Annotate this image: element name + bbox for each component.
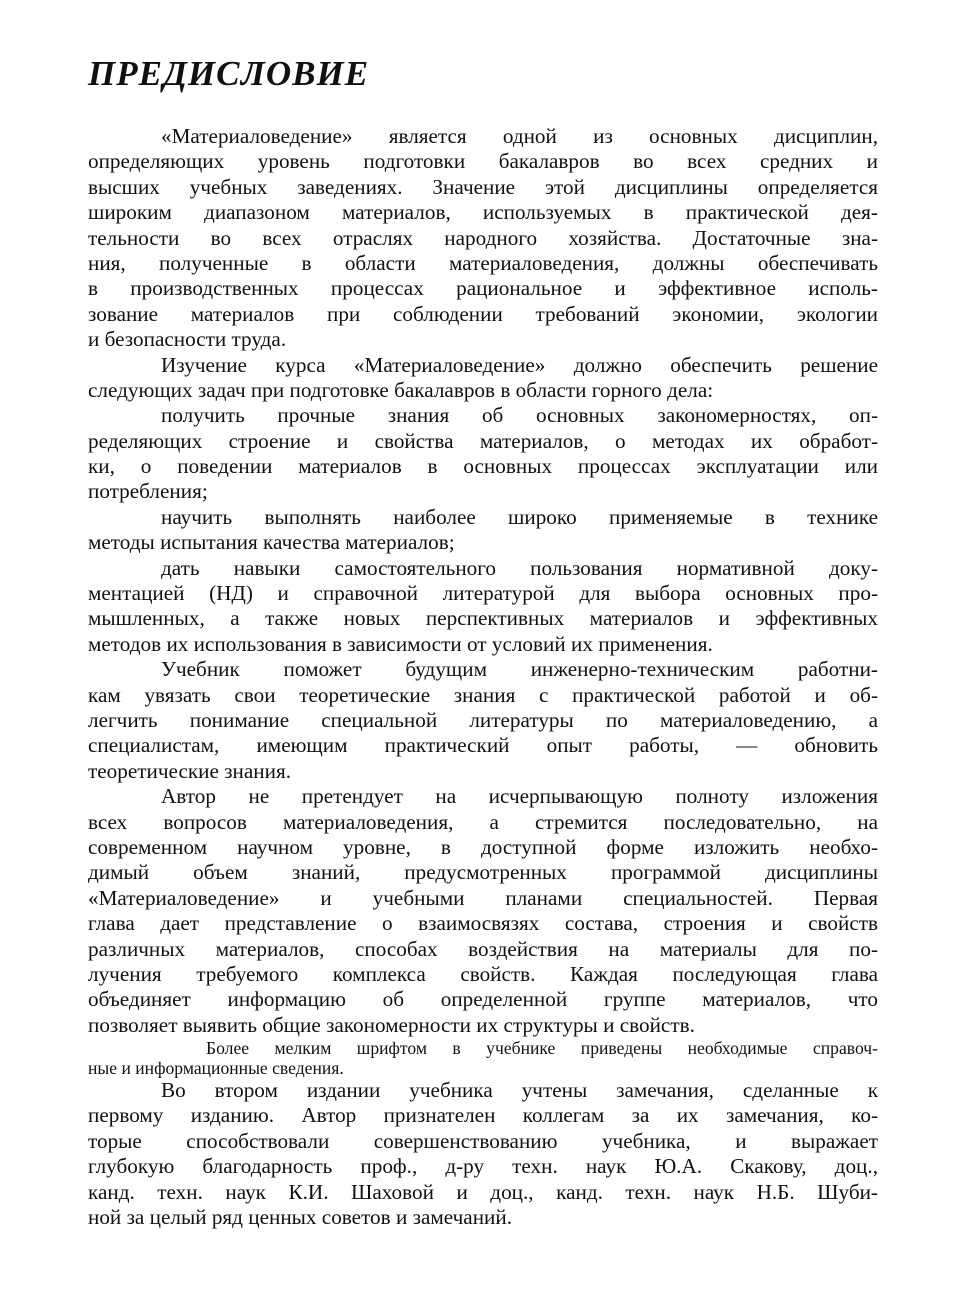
paragraph-textbook-help bbox=[88, 657, 878, 784]
text-line: ментацией (НД) и справочной литературой для выбора основных про- bbox=[88, 581, 878, 606]
text-line: ные и информационные сведения. bbox=[88, 1058, 344, 1079]
paragraph-task-1 bbox=[88, 403, 878, 505]
text-line: тельности во всех отраслях народного хозяйства. Достаточные зна- bbox=[88, 225, 878, 250]
paragraph-tasks-intro bbox=[88, 353, 878, 404]
text-line: кам увязать свои теоретические знания с практической работой и об- bbox=[88, 682, 878, 707]
text-line: высших учебных заведениях. Значение этой дисциплины определяется bbox=[88, 174, 878, 199]
text-line: современном научном уровне, в доступной форме изложить необхо- bbox=[88, 834, 878, 859]
text-line: позволяет выявить общие закономерности их структуры и свойств. bbox=[88, 1012, 695, 1037]
text-line: дать навыки самостоятельного пользования нормативной доку- bbox=[161, 555, 878, 580]
paragraph-acknowledgement bbox=[88, 1078, 878, 1230]
text-line: глубокую благодарность проф., д-ру техн. наук Ю.А. Скакову, доц., bbox=[88, 1154, 878, 1179]
text-line: научить выполнять наиболее широко применяемые в технике bbox=[161, 504, 878, 529]
text-line: и безопасности труда. bbox=[88, 327, 287, 352]
paragraph-task-2 bbox=[88, 505, 878, 556]
text-line: определяющих уровень подготовки бакалавров во всех средних и bbox=[88, 149, 878, 174]
text-line: объединяет информацию об определенной группе материалов, что bbox=[88, 987, 878, 1012]
text-line: Автор не претендует на исчерпывающую полноту изложения bbox=[161, 784, 878, 809]
text-line: методы испытания качества материалов; bbox=[88, 530, 455, 555]
text-line: следующих задач при подготовке бакалавров в области горного дела: bbox=[88, 377, 714, 402]
text-line: специалистам, имеющим практический опыт работы, — обновить bbox=[88, 733, 878, 758]
text-line: мышленных, а также новых перспективных материалов и эффективных bbox=[88, 606, 878, 631]
text-line: канд. техн. наук К.И. Шаховой и доц., канд. техн. наук Н.Б. Шуби- bbox=[88, 1179, 878, 1204]
text-line: теоретические знания. bbox=[88, 758, 292, 783]
text-line: методов их использования в зависимости от условий их применения. bbox=[88, 631, 713, 656]
text-line: получить прочные знания об основных закономерностях, оп- bbox=[161, 403, 878, 428]
text-line: Учебник поможет будущим инженерно-техническим работни- bbox=[161, 657, 878, 682]
text-line: легчить понимание специальной литературы по материаловедению, а bbox=[88, 707, 878, 732]
text-line: ния, полученные в области материаловедения, должны обеспечивать bbox=[88, 250, 878, 275]
paragraph-author-aims bbox=[88, 784, 878, 1038]
text-line: в производственных процессах рациональное и эффективное исполь- bbox=[88, 276, 878, 301]
text-line: лучения требуемого комплекса свойств. Каждая последующая глава bbox=[88, 961, 878, 986]
text-line: димый объем знаний, предусмотренных программой дисциплины bbox=[88, 860, 878, 885]
text-line: Более мелким шрифтом в учебнике приведены необходимые справоч- bbox=[206, 1038, 878, 1059]
text-line: зование материалов при соблюдении требований экономии, экологии bbox=[88, 301, 878, 326]
text-line: ределяющих строение и свойства материалов, о методах их обработ- bbox=[88, 428, 878, 453]
text-line: ной за целый ряд ценных советов и замечаний. bbox=[88, 1205, 513, 1230]
paragraph-task-3 bbox=[88, 556, 878, 658]
text-line: торые способствовали совершенствованию учебника, и выражает bbox=[88, 1128, 878, 1153]
text-line: всех вопросов материаловедения, а стремится последовательно, на bbox=[88, 809, 878, 834]
text-line: первому изданию. Автор признателен коллегам за их замечания, ко- bbox=[88, 1103, 878, 1128]
text-line: «Материаловедение» и учебными планами специальностей. Первая bbox=[88, 885, 878, 910]
page-title: ПРЕДИСЛОВИЕ bbox=[88, 54, 370, 93]
text-line: ки, о поведении материалов в основных процессах эксплуатации или bbox=[88, 454, 878, 479]
text-line: потребления; bbox=[88, 479, 208, 504]
text-line: Во втором издании учебника учтены замечания, сделанные к bbox=[161, 1078, 878, 1103]
text-line: различных материалов, способах воздействия на материалы для по- bbox=[88, 936, 878, 961]
document-page bbox=[88, 52, 878, 1230]
text-line: широким диапазоном материалов, используемых в практической дея- bbox=[88, 200, 878, 225]
text-line: глава дает представление о взаимосвязях состава, строения и свойств bbox=[88, 911, 878, 936]
text-line: «Материаловедение» является одной из основных дисциплин, bbox=[161, 124, 878, 148]
text-line: Изучение курса «Материаловедение» должно обеспечить решение bbox=[161, 352, 878, 377]
paragraph-intro bbox=[88, 124, 878, 353]
small-print-note bbox=[88, 1038, 878, 1078]
